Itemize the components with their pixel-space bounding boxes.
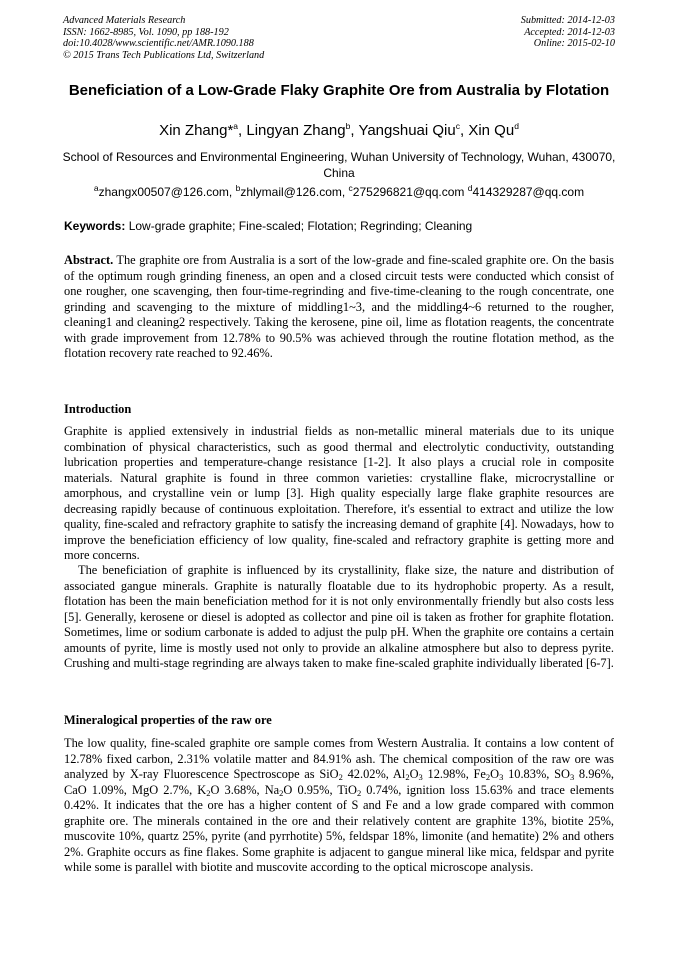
subscript: 2 [206, 787, 211, 798]
introduction-heading: Introduction [64, 402, 132, 416]
subscript: 2 [405, 772, 410, 782]
subscript: 2 [356, 787, 362, 798]
text-run: 10.83%, SO [503, 767, 570, 781]
journal-info [63, 15, 264, 61]
email-sup: b [235, 183, 241, 193]
doi-line: doi:10.4028/www.scientific.net/AMR.1090.188 [63, 38, 254, 50]
text-run: O 0.95%, TiO [283, 782, 357, 797]
author-name: Lingyan Zhang [246, 122, 346, 139]
text-run: O [409, 767, 419, 781]
keywords [64, 219, 614, 234]
copyright-line: © 2015 Trans Tech Publications Ltd, Switzerland [63, 49, 265, 61]
email-sup: a [93, 183, 99, 193]
issn-line: ISSN: 1662-8985, Vol. 1090, pp 188-192 [63, 26, 229, 38]
email-list: $^a$zhangx00507@126.com, $^b$zhlymail@126.com, $^c$275296821@qq.com $^d$414329287@qq.com [93, 183, 585, 199]
subscript: 2 [279, 787, 284, 798]
author-name: Xin Zhang* [159, 122, 234, 139]
journal-name: Advanced Materials Research [63, 15, 186, 26]
introduction-paragraph-1: Graphite is applied extensively in industrial fields as non-metallic mineral materials due to its unique combination of physical characteristics, such as good thermal and electrolytic conductivity, outstanding lubrication properties and temperature-change resistance [1-2]. It also plays a crucial role in composite materials. Natural graphite is found in three common varieties: crystalline flake, microcrystalline or amorphous, and crystalline vein or lump [3]. High quality especially large flake graphite resources are decreasing rapidly because of continuous exploitation. Therefore, it's essential to extract and utilize the low quality, fine-scaled and refractory graphite to satisfy the increasing demand of graphite [4]. Nowadays, how to improve the beneficiation efficiency of low quality, fine-scaled and refractory graphite is getting more and more concerns. [64, 424, 614, 562]
online-date: Online: 2015-02-10 [533, 38, 615, 50]
subscript: 2 [338, 772, 343, 782]
author-sup: c [455, 121, 460, 131]
subscript: 3 [569, 772, 575, 782]
text-run: The low quality, fine-scaled graphite ore sample comes from Western Australia. It contains a low content of 12.78% fixed carbon, 2.31% volatile matter and 84.91% ash. The chemical composition of the raw ore was analyzed by X-ray Fluorescence Spectroscope as SiO [64, 736, 614, 781]
abstract-text: The graphite ore from Australia is a sort of the low-grade and fine-scaled graphite ore. On the basis of the optimum rough grinding fineness, an open and a closed circuit tests were conducted which consist of one rougher, one scavenging, then four-time-regrinding and five-time-cleaning to the rough concentrate, one grinding and scavenging to the mixture of middling1~3, and the middling4~6 returned to the rougher, cleaning1 and cleaning2 respectively. Taking the kerosene, pine oil, lime as flotation reagents, the concentrate with grade improvement from 12.78% to 90.5% was achieved through the routine flotation method, as the flotation recovery rate reached to 92.46%. [64, 253, 614, 360]
text-run: O [490, 767, 500, 781]
keywords-text: Low-grade graphite; Fine-scaled; Flotation; Regrinding; Cleaning [128, 219, 473, 233]
email-address: zhlymail@126.com [240, 185, 342, 199]
abstract [64, 253, 614, 362]
text-run: O 3.68%, Na [210, 782, 280, 797]
paper-title: Beneficiation of a Low-Grade Flaky Graphite Ore from Australia by Flotation [68, 82, 610, 99]
mineralogy-heading: Mineralogical properties of the raw ore [64, 713, 272, 727]
email-address: 275296821@qq.com [352, 185, 465, 199]
subscript: 3 [499, 772, 504, 782]
author-name: Xin Qu [468, 122, 515, 139]
mineralogy-paragraph [64, 736, 614, 876]
text-run: 12.98%, Fe [422, 767, 486, 781]
subscript: 3 [418, 772, 423, 782]
subscript: 2 [485, 772, 491, 782]
abstract-label: Abstract. [64, 253, 114, 267]
author-list: Xin Zhang*$^a$, Lingyan Zhang$^b$, Yangshuai Qiu$^c$, Xin Qu$^d$ [159, 121, 519, 139]
text-run: 0.74%, ignition loss 15.63% and trace elements 0.42%. It indicates that the ore has a higher content of S and Fe and a low grade compared with common graphite ore. The minerals contained in the ore and their relatively content are graphite 13%, biotite 25%, muscovite 10%, quartz 25%, pyrite (and pyrrhotite) 5%, feldspar 18%, limonite (and hematite) 2% and others 2%. Graphite occurs as fine flakes. Some graphite is adjacent to gangue mineral like mica, feldspar and pyrite while some is parallel with biotite and muscovite according to the optical microscope analysis. [64, 782, 614, 874]
author-sup: b [345, 121, 351, 131]
author-sup: d [514, 121, 519, 131]
email-sup: d [467, 183, 473, 193]
text-run: 8.96%, CaO 1.09%, MgO 2.7%, K [64, 767, 615, 797]
author-sup: a [233, 121, 239, 131]
email-sup: c [348, 183, 353, 193]
email-address: 414329287@qq.com [472, 185, 585, 199]
email-address: zhangx00507@126.com [98, 185, 229, 199]
affiliation: School of Resources and Environmental Engineering, Wuhan University of Technology, Wuhan, 430070, China [62, 150, 616, 180]
author-name: Yangshuai Qiu [358, 122, 456, 139]
dates-info [521, 15, 615, 50]
keywords-label: Keywords: [64, 219, 126, 233]
accepted-date: Accepted: 2014-12-03 [524, 26, 615, 38]
text-run: 42.02%, Al [342, 767, 406, 781]
introduction-paragraph-2: The beneficiation of graphite is influenced by its crystallinity, flake size, the nature and distribution of associated gangue minerals. Graphite is naturally floatable due to its hydrophobic property. As a result, flotation has been the main beneficiation method for it is not only environmentally friendly but also costs less [5]. Generally, kerosene or diesel is adopted as collector and pine oil is taken as frother for graphite flotation. Sometimes, lime or sodium carbonate is added to adjust the pulp pH. When the graphite ore contains a certain amounts of pyrite, lime is mostly used not only to provide an alkaline atmosphere but also to depress pyrite. Crushing and multi-stage regrinding are always taken to make fine-scaled graphite individually liberated [6-7]. [64, 563, 614, 670]
submitted-date: Submitted: 2014-12-03 [520, 15, 615, 26]
